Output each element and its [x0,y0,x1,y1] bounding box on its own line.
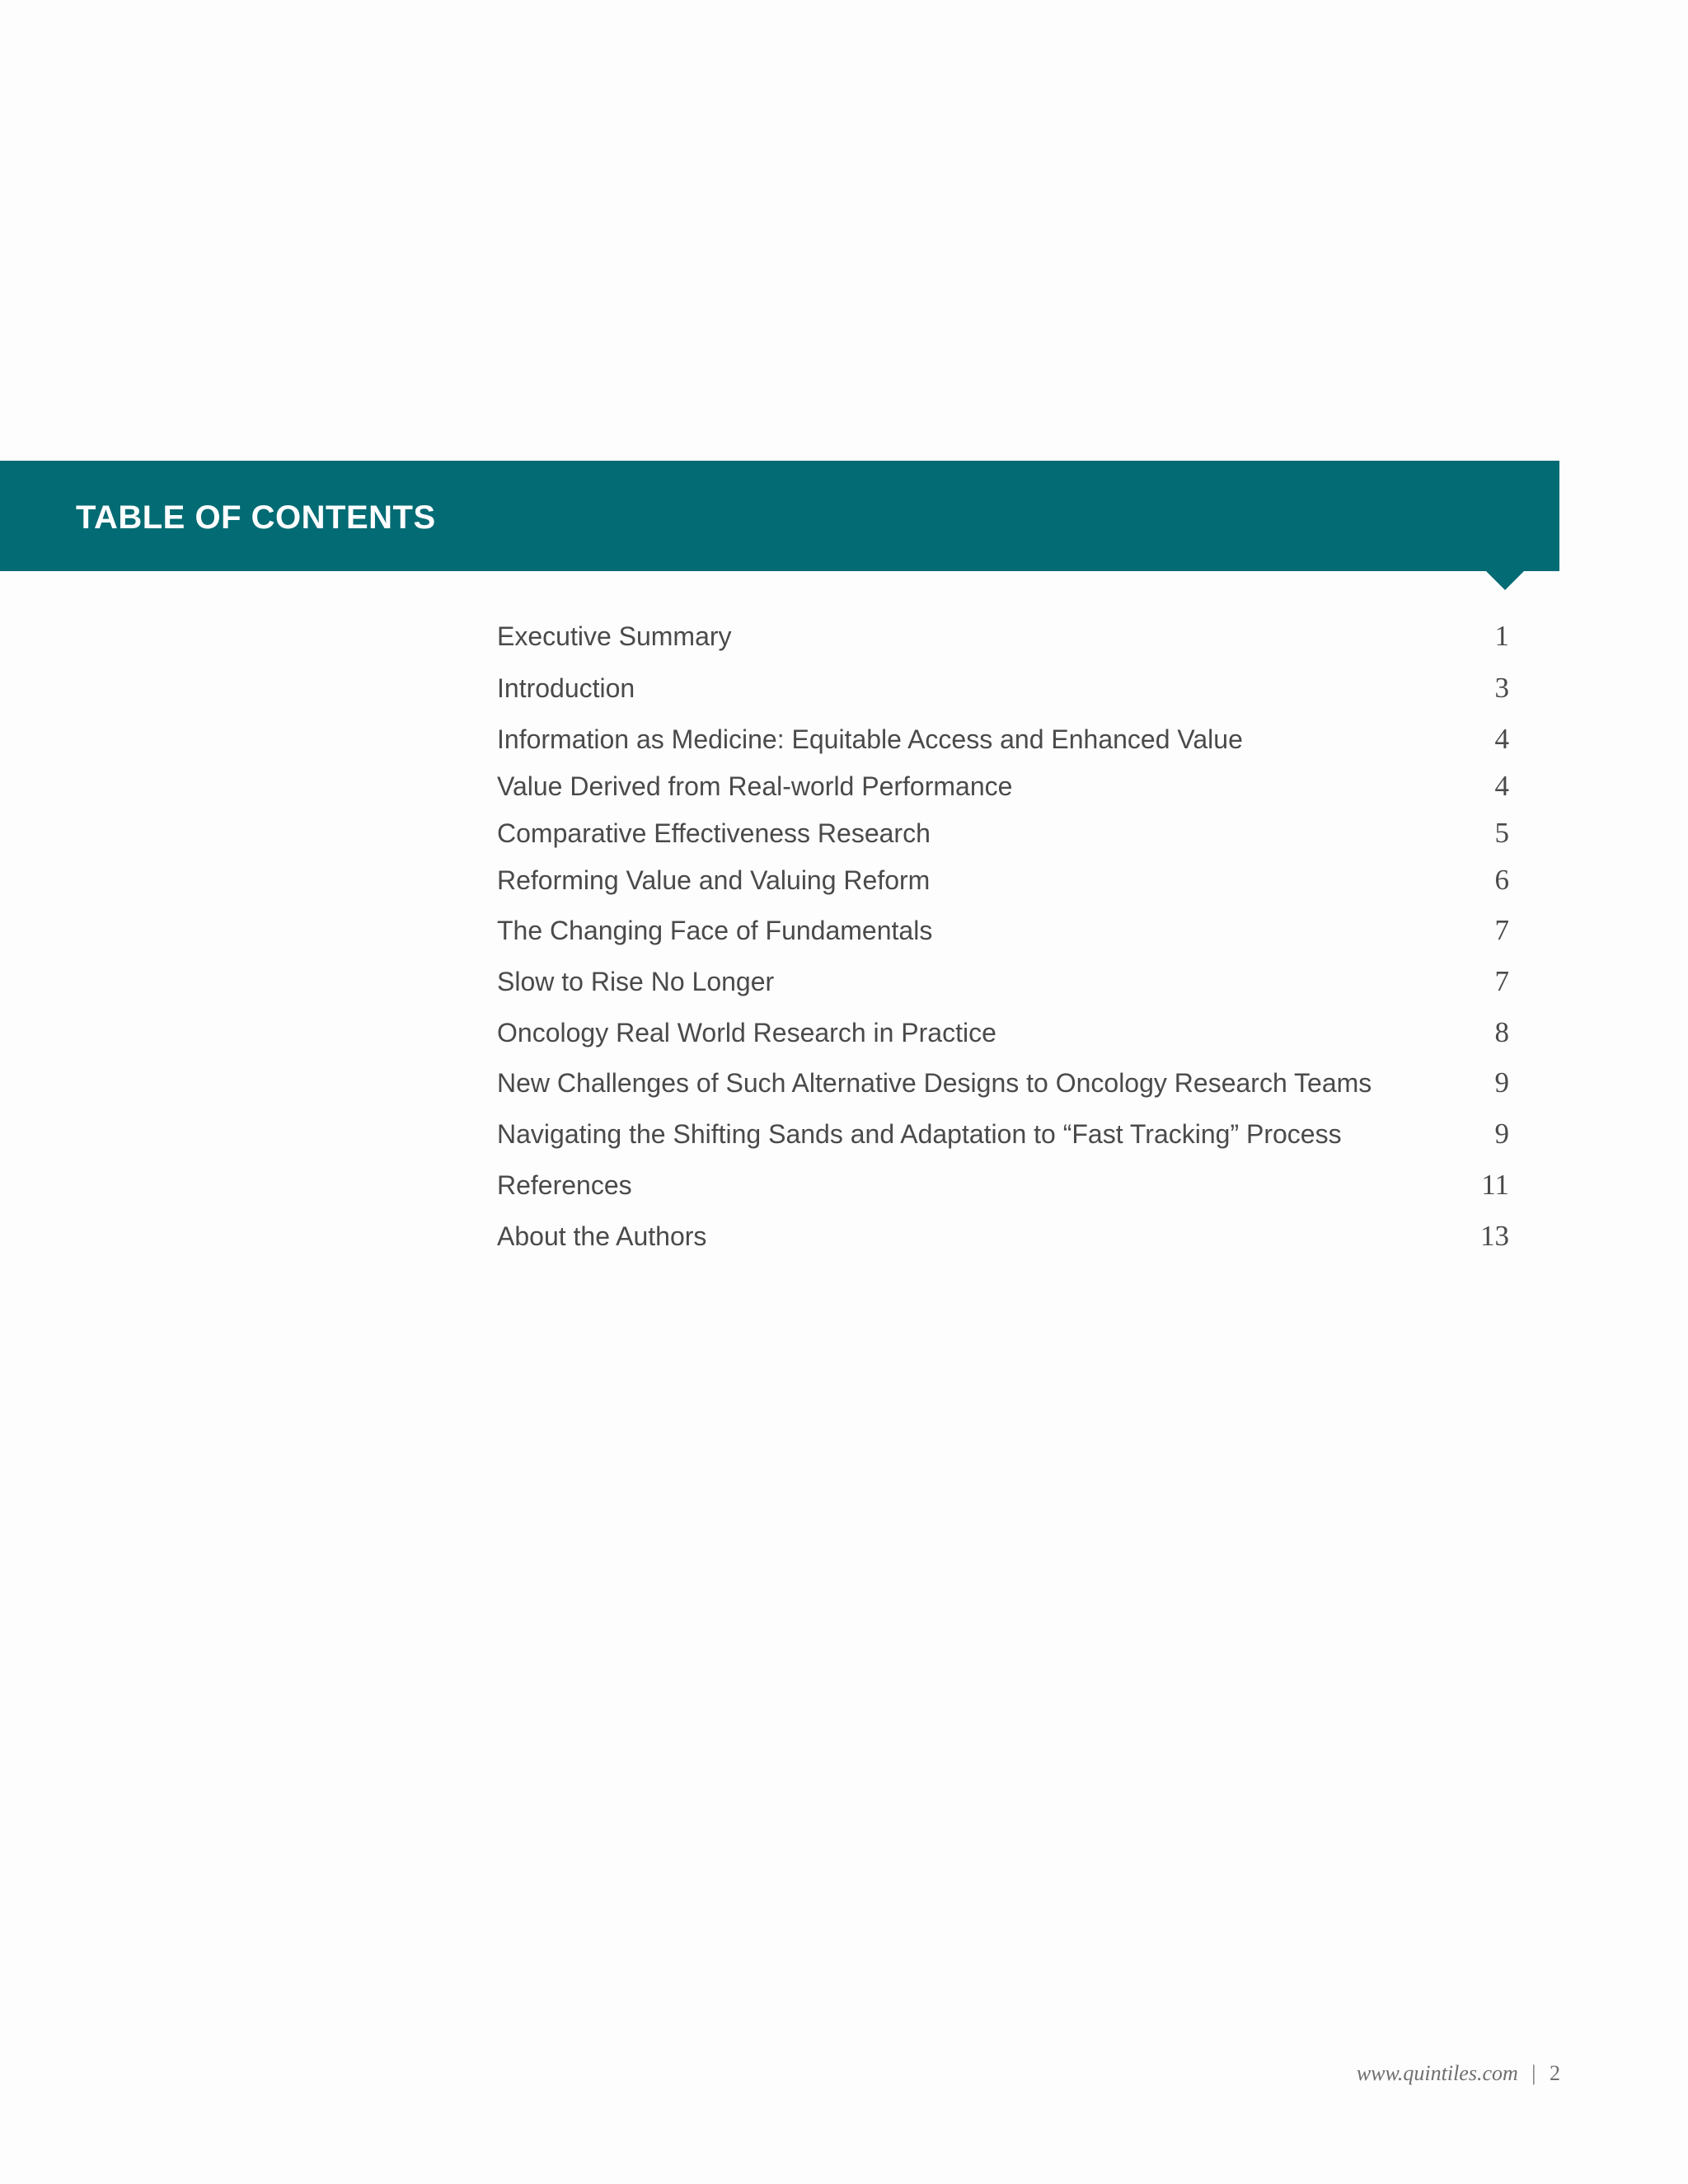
toc-entry-navigating-sands[interactable] [497,1118,1509,1169]
footer-separator: | [1531,2061,1536,2085]
toc-entry-title: Comparative Effectiveness Research [497,818,931,848]
page-title: TABLE OF CONTENTS [76,499,436,536]
toc-entry-comparative-effectiveness[interactable] [497,817,1509,864]
toc-entry-title: References [497,1170,632,1200]
toc-entry-page: 7 [1494,914,1509,946]
toc-entry-page: 5 [1494,817,1509,849]
toc-entry-title: Oncology Real World Research in Practice [497,1018,996,1047]
footer-url[interactable]: www.quintiles.com [1356,2061,1518,2085]
toc-entry-page: 7 [1494,965,1509,997]
toc-entry-title: Information as Medicine: Equitable Access and Enhanced Value [497,724,1243,754]
toc-entry-references[interactable] [497,1169,1509,1220]
toc-entry-executive-summary[interactable] [497,620,1509,672]
toc-entry-page: 13 [1480,1220,1509,1252]
toc-entry-value-derived[interactable] [497,770,1509,817]
toc-entry-page: 9 [1494,1118,1509,1150]
toc-entry-oncology-research[interactable] [497,1016,1509,1066]
toc-entry-title: New Challenges of Such Alternative Designs to Oncology Research Teams [497,1068,1372,1098]
toc-entry-title: Reforming Value and Valuing Reform [497,865,931,895]
toc-entry-title: About the Authors [497,1221,707,1251]
toc-entry-page: 6 [1494,864,1509,896]
toc-entry-page: 1 [1494,620,1509,652]
toc-entry-about-authors[interactable] [497,1220,1509,1271]
toc-entry-title: Executive Summary [497,621,732,651]
toc-entry-information-as-medicine[interactable] [497,723,1509,770]
toc-entry-page: 9 [1494,1066,1509,1099]
toc-entry-title: Navigating the Shifting Sands and Adaptation to “Fast Tracking” Process [497,1119,1342,1149]
toc-entry-page: 8 [1494,1016,1509,1048]
page-footer [1357,2061,1560,2086]
toc-entry-title: Value Derived from Real-world Performance [497,771,1013,801]
banner-pointer-arrow [1485,570,1525,590]
toc-entry-title: Slow to Rise No Longer [497,967,775,996]
toc-entry-page: 3 [1494,672,1509,704]
toc-entry-title: The Changing Face of Fundamentals [497,916,933,945]
toc-entry-introduction[interactable] [497,672,1509,723]
toc-entry-page: 4 [1494,723,1509,755]
toc-entry-page: 4 [1494,770,1509,802]
toc-entry-changing-face[interactable] [497,914,1509,965]
footer-page-number: 2 [1550,2061,1560,2085]
toc-entry-title: Introduction [497,673,635,703]
toc-entry-page: 11 [1481,1169,1509,1201]
table-of-contents [497,620,1509,1271]
toc-entry-slow-to-rise[interactable] [497,965,1509,1016]
toc-entry-reforming-value[interactable] [497,864,1509,914]
toc-entry-new-challenges[interactable] [497,1066,1509,1118]
